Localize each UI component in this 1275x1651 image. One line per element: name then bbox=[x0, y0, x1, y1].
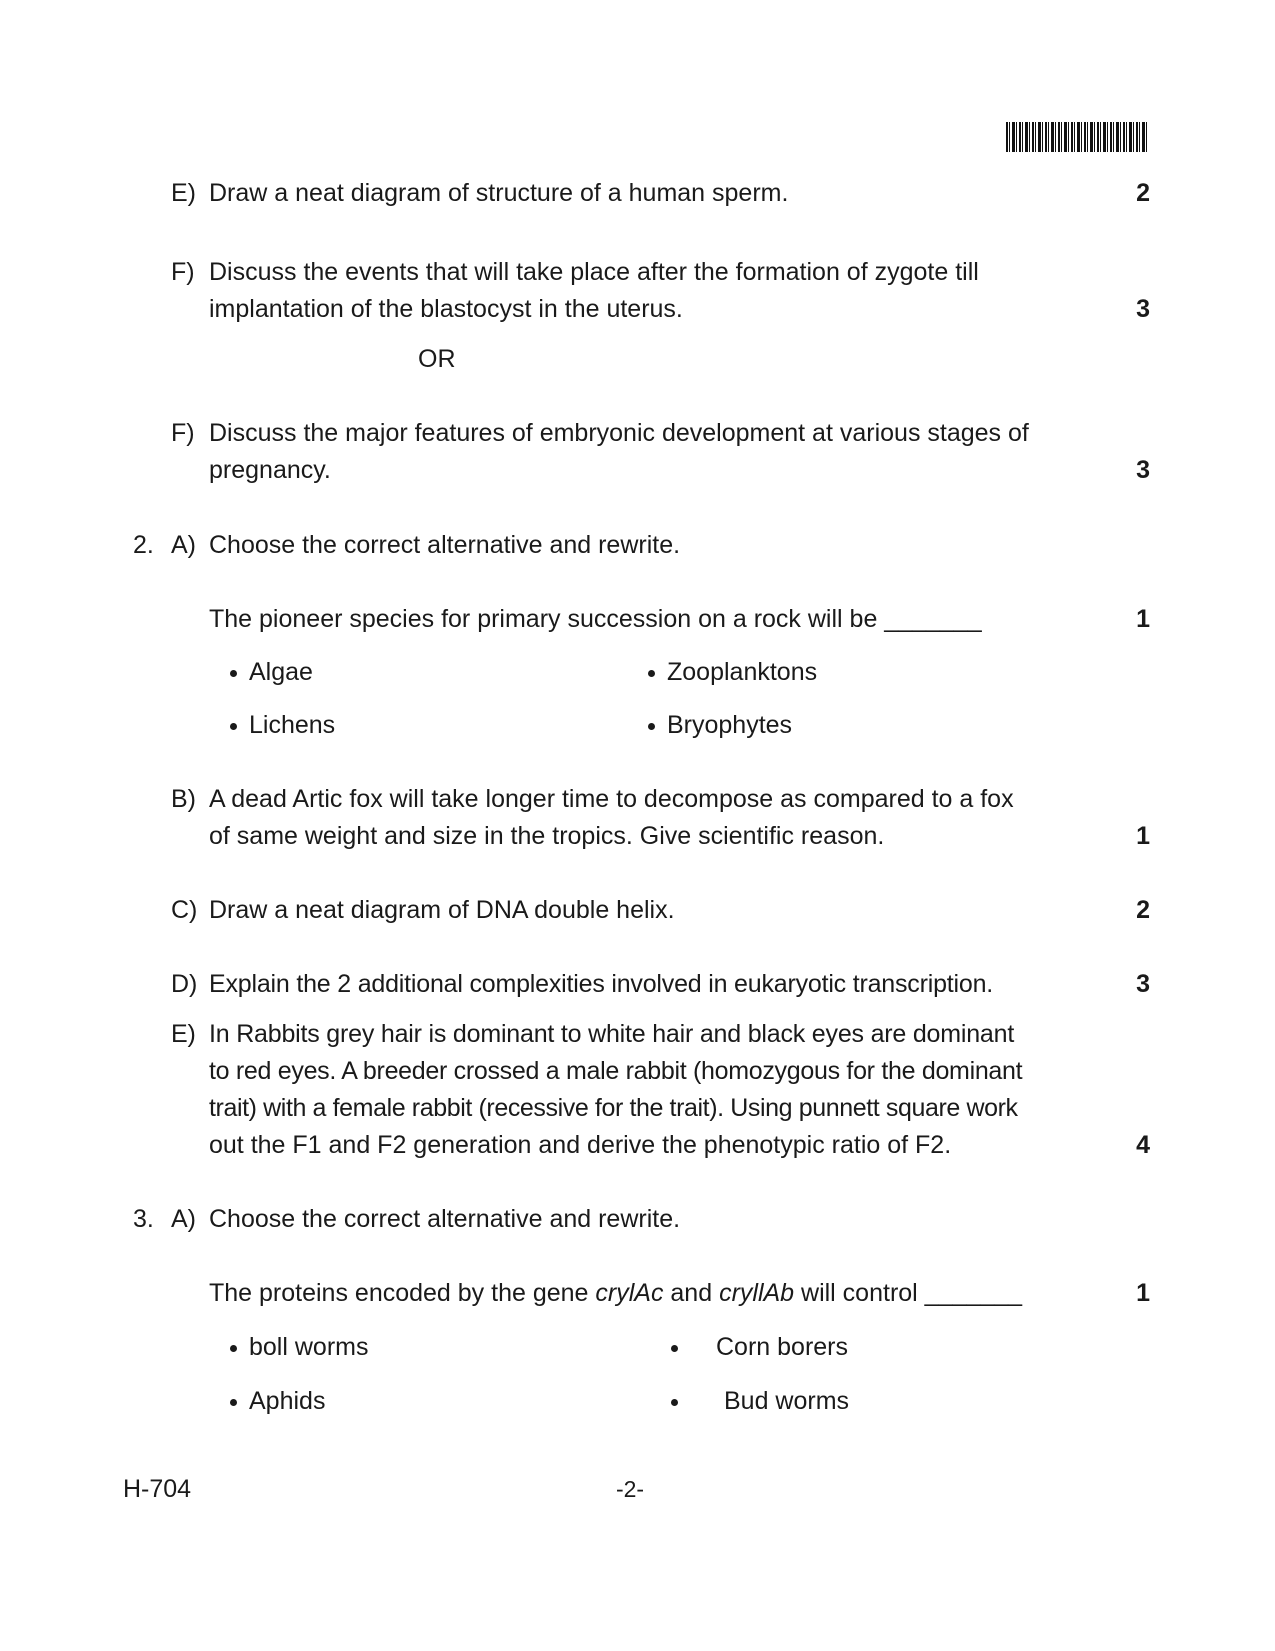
question-2b: B) A dead Artic fox will take longer time to decompose as compared to a fox bbox=[171, 785, 1014, 813]
bullet-icon bbox=[648, 670, 655, 677]
option-2a-1: Algae bbox=[230, 654, 313, 691]
question-3a-stem: The proteins encoded by the gene crylAc and cryllAb will control _______ bbox=[209, 1279, 1022, 1307]
question-1f-line2: implantation of the blastocyst in the uterus. bbox=[209, 295, 683, 323]
marks-2d: 3 bbox=[1136, 970, 1150, 998]
question-2e-line2: to red eyes. A breeder crossed a male rabbit (homozygous for the dominant bbox=[209, 1057, 1023, 1085]
question-2e-line4: out the F1 and F2 generation and derive the phenotypic ratio of F2. bbox=[209, 1131, 952, 1159]
question-2b-line2: of same weight and size in the tropics. Give scientific reason. bbox=[209, 822, 885, 850]
marks-3a: 1 bbox=[1136, 1279, 1150, 1307]
question-1f-alt-line2: pregnancy. bbox=[209, 456, 331, 484]
question-2a: A) Choose the correct alternative and rewrite. bbox=[171, 531, 681, 559]
question-2e: E) In Rabbits grey hair is dominant to white hair and black eyes are dominant bbox=[171, 1020, 1015, 1048]
bullet-icon bbox=[671, 1399, 678, 1406]
option-3a-2: Corn borers bbox=[671, 1329, 848, 1366]
question-2a-stem: The pioneer species for primary succession on a rock will be _______ bbox=[209, 605, 982, 633]
marks-2a: 1 bbox=[1136, 605, 1150, 633]
option-2a-4: Bryophytes bbox=[648, 707, 792, 744]
or-separator: OR bbox=[418, 345, 456, 373]
bullet-icon bbox=[230, 723, 237, 730]
bullet-icon bbox=[648, 723, 655, 730]
option-3a-3: Aphids bbox=[230, 1383, 325, 1420]
question-2c: C) Draw a neat diagram of DNA double helix. bbox=[171, 896, 675, 924]
option-2a-3: Lichens bbox=[230, 707, 335, 744]
question-1f: F) Discuss the events that will take place after the formation of zygote till bbox=[171, 258, 979, 286]
question-1f-alt: F) Discuss the major features of embryonic development at various stages of bbox=[171, 419, 1029, 447]
option-3a-4: Bud worms bbox=[671, 1383, 849, 1420]
barcode-icon bbox=[1006, 122, 1148, 152]
option-2a-2: Zooplanktons bbox=[648, 654, 817, 691]
bullet-icon bbox=[230, 1399, 237, 1406]
marks-2e: 4 bbox=[1136, 1131, 1150, 1159]
question-3-number: 3. bbox=[133, 1205, 154, 1233]
marks-1e: 2 bbox=[1136, 179, 1150, 207]
marks-2c: 2 bbox=[1136, 896, 1150, 924]
marks-2b: 1 bbox=[1136, 822, 1150, 850]
marks-1f-alt: 3 bbox=[1136, 456, 1150, 484]
page-number: -2- bbox=[615, 1476, 645, 1502]
question-3a: A) Choose the correct alternative and rewrite. bbox=[171, 1205, 681, 1233]
bullet-icon bbox=[230, 1345, 237, 1352]
option-3a-1: boll worms bbox=[230, 1329, 368, 1366]
bullet-icon bbox=[230, 670, 237, 677]
question-2e-line3: trait) with a female rabbit (recessive for the trait). Using punnett square work bbox=[209, 1094, 1018, 1122]
marks-1f: 3 bbox=[1136, 295, 1150, 323]
bullet-icon bbox=[671, 1345, 678, 1352]
question-2-number: 2. bbox=[133, 531, 154, 559]
paper-code: H-704 bbox=[123, 1475, 192, 1503]
question-1e: E) Draw a neat diagram of structure of a human sperm. bbox=[171, 179, 789, 207]
question-2d: D) Explain the 2 additional complexities involved in eukaryotic transcription. bbox=[171, 970, 994, 998]
